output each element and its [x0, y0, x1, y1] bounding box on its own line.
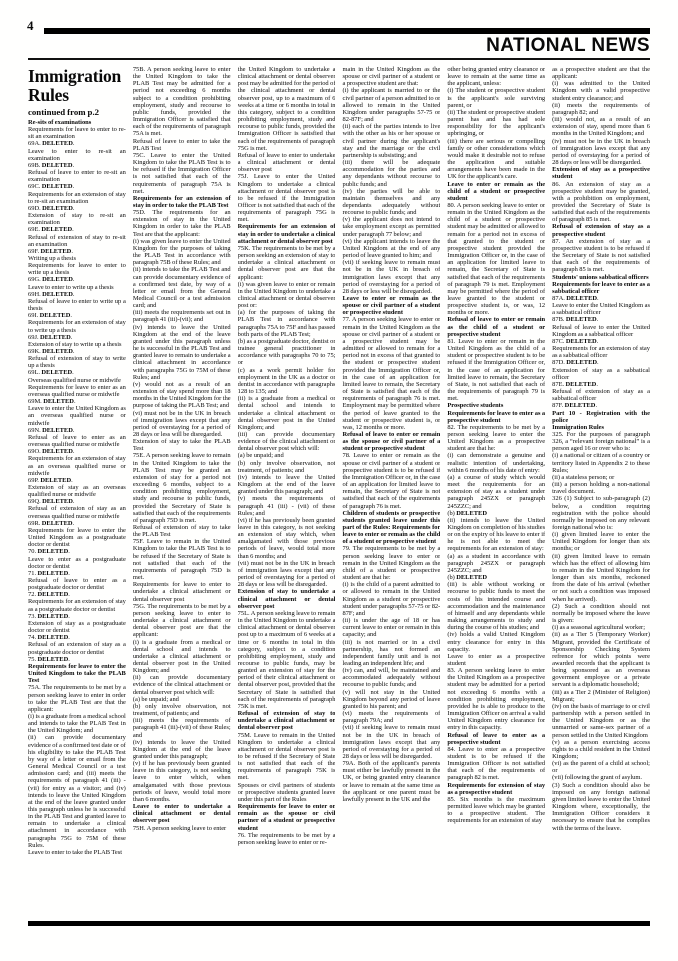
article-paragraph: (i) given limited leave to enter the United Kingdom for longer than six months; or	[552, 531, 650, 553]
bold-text: DELETED	[565, 380, 597, 388]
article-paragraph: (i) can demonstrate a genuine and realistic intention of undertaking, within 6 months of his date of entry:	[447, 452, 546, 474]
article-paragraph: Refusal of leave to enter as a postgraduate doctor or dentist	[28, 577, 126, 592]
article-paragraph: (b) as a postgraduate doctor, dentist or trainee general practitioner in accordance with paragraphs 70 to 75; or	[237, 337, 336, 367]
article-paragraph: 76. The requirements to be met by a person seeking leave to enter or re-	[237, 831, 336, 846]
article-paragraph: 87F. DELETED.	[552, 402, 598, 410]
page-number: 4	[27, 18, 34, 33]
article-paragraph: 75E. A person seeking leave to remain in the United Kingdom to take the PLAB Test may be granted an extension of stay for a period not exceeding 6 months, subject to a condition prohibiting employment, study and recourse to public funds, provided the Secretary of State is satisfied that each of the requirements of paragraph 75D is met.	[132, 452, 231, 524]
bold-text: Requirements for leave to enter as a sabbatical officer	[552, 280, 650, 295]
article-paragraph: 69E. DELETED.	[28, 226, 74, 234]
article-paragraph: Requirements for an extension of stay to re-sit an examination	[28, 190, 126, 205]
bold-text: DELETED	[40, 476, 72, 484]
bold-text: DELETED	[41, 161, 73, 169]
article-paragraph: main in the United Kingdom as the spouse or civil partner of a student or a prospective student are that:	[342, 66, 441, 88]
bold-text: Immigration Rules	[552, 423, 604, 431]
article-paragraph: Overseas qualified nurse or midwife	[28, 376, 121, 384]
article-paragraph: (ii) as a Tier 5 (Temporary Worker) Migrant, provided the Certificate of Sponsorship Checking System refrence for which points were awarded records that the applicant is being sponsored as an overseas goverment employee or a private servant is a diplomatic household;	[552, 631, 650, 689]
bold-text: Leave to enter or remain as the child of a student or prospective student	[447, 180, 546, 202]
section-heading	[342, 510, 440, 546]
bold-text: Requirements for leave to enter the United Kingdom to take the PLAB Test	[28, 662, 126, 685]
article-paragraph: (iii) is not married or in a civil partnership, has not formed an independent family unit and is not leading an independent life; and	[342, 638, 441, 667]
bold-text: DELETED	[42, 276, 73, 284]
article-title: Immigration Rules	[28, 66, 122, 105]
section-heading	[238, 223, 336, 244]
bold-text: DELETED	[41, 519, 73, 527]
article-paragraph: Refusal of extension of stay to write up a thesis	[28, 355, 126, 370]
bold-text: DELETED	[42, 448, 73, 456]
article-paragraph: (ii) can provide documentary evidence of the clinical attachment or dental observer post which will:	[132, 674, 231, 696]
article-paragraph: 87D. DELETED.	[552, 359, 599, 367]
article-paragraph: (iv) must not be in the UK in breach of immigration laws except that any period of overstaying for a period of 28 days or less will be disregarded.	[552, 137, 650, 167]
bold-text: Children of students or prospective students granted leave under this part of the Rules: Requirements for leave to enter or remain as the child of a student or prospective student	[342, 509, 441, 546]
article-paragraph: 326 (1) Subject to sub-paragraph (2) below, a condition requiring registration with the police should normally be imposed on any relevant foreign national who is:	[552, 495, 650, 531]
bold-text: DELETED	[41, 183, 73, 191]
article-paragraph: (c) as a work permit holder for employment in the UK as a doctor or dentist in accordance with paragraphs 128 to 135; and	[237, 366, 336, 396]
article-paragraph: (vii) following the grant of asylum.	[552, 774, 642, 782]
article-paragraph: (iii) there are serious or compelling family or other considerations which would make it desirable not to refuse the application and suitable arrangements have been made in the UK for the applicant's care.	[447, 137, 546, 181]
article-paragraph: Requirements for an extension of stay as an overseas qualified nurse or midwife	[28, 455, 126, 477]
article-paragraph: Leave to enter as a postgraduate doctor or dentist	[28, 555, 126, 570]
article-paragraph: Refusal of leave to enter to write up a thesis	[28, 297, 126, 313]
section-heading	[447, 782, 545, 796]
bold-text: DELETED	[564, 402, 596, 410]
section-masthead: NATIONAL NEWS	[486, 35, 650, 56]
section-heading	[28, 663, 126, 684]
article-paragraph: Refusal of leave to enter to re-sit an examination	[28, 169, 126, 184]
header-bar	[44, 28, 650, 34]
article-paragraph: (vi) meets the requirements of paragraph 79A; and	[342, 710, 441, 725]
article-paragraph: 69K. DELETED.	[28, 348, 75, 355]
article-paragraph: (i) the applicant is married to or the civil partner of a person admitted to or allowed to remain in the United Kingdom under paragraphs 57-75 or 82-87F; and	[342, 87, 441, 124]
bold-text: Requirements for leave to enter as a prospective student	[447, 409, 546, 424]
article-paragraph: (i) was admitted to the United Kingdom with a valid prospective student entry clearance; and	[552, 80, 650, 102]
article-paragraph: 69O. DELETED.	[28, 448, 75, 456]
bottom-rule	[28, 921, 650, 926]
article-paragraph: (i) is a graduate from a medical school and intends to take the PLAB Test in the United Kingdom; and	[28, 712, 126, 735]
bold-text: Requirements for an extension of stay in order to take the PLAB Test	[132, 194, 231, 209]
bold-text: Requirements for an extension of stay in order to undertake a clinical attachment or dental observer post	[237, 223, 336, 245]
article-paragraph: 80. A person seeking leave to enter or remain in the United Kingdom as the child of a student or prospective student may be admitted or allowed to remain for a period not in excess of that granted to the student or prospective student provided the Immigration Officer or, in the case of an application for limited leave to remain, the Secretary of State is satisfied that each of the requirements of paragraph 79 is met. Employment may be permitted where the period of leave granted to the student or prospective student is, or was, 12 months or more.	[447, 201, 546, 317]
article-paragraph: (a) for the purposes of taking the PLAB Test in accordance with paragraphs 75A to 75F and has passed both parts of the PLAB Test;	[237, 309, 336, 338]
article-paragraph: 69B. DELETED.	[28, 161, 75, 169]
article-paragraph: Requirements for an extension of stay to write up a thesis	[28, 319, 126, 334]
article-paragraph: (b) DELETED	[447, 509, 488, 517]
article-paragraph: 82. The requirements to be met by a person seeking leave to enter the United Kingdom as a prospective student are that he:	[447, 423, 546, 453]
text-column	[552, 66, 650, 917]
bold-text: DELETED	[37, 548, 69, 556]
article-paragraph: 87C. DELETED.	[552, 337, 599, 345]
article-paragraph: (v) the applicant does not intend to take employment except as permitted under paragraph 77 below; and	[342, 216, 441, 238]
article-paragraph: Requirements for leave to enter to write up a thesis	[28, 262, 126, 277]
article-paragraph: 70. DELETED.	[28, 548, 70, 556]
article-paragraph: Leave to enter as a prospective student	[447, 652, 546, 667]
article-paragraph: 74. DELETED.	[28, 634, 70, 642]
article-paragraph: (vi) if he has previously been granted leave in this category, is not seeking an extension of stay which, when amalgamated with those previous periods of leave, would total more than 6 months; and	[237, 516, 336, 560]
article-paragraph: (ii) is under the age of 18 or has current leave to enter or remain in this capacity; and	[342, 617, 441, 639]
article-paragraph: 75G. The requirements to be met by a person seeking leave to enter to undertake a clinical attachment or dental observer post are that the applicant:	[132, 602, 231, 639]
article-paragraph: 69C. DELETED.	[28, 183, 75, 191]
bold-text: Extension of stay to undertake a clinical attachment or dental observer post	[237, 588, 336, 610]
article-paragraph: 325. For the purposes of paragraph 326, a “relevant foreign national” is a person aged 16 or over who is:	[552, 430, 650, 453]
article-paragraph: 78. Leave to enter or remain as the spouse or civil partner of a student or prospective student is to be refused if the Immigration Officer or, in the case of an application for limited leave to remain, the Secretary of State is not satisfied that each of the equirements of paragraph 76 is met.	[342, 452, 441, 510]
article-subtitle: continued from p.2	[28, 107, 100, 117]
article-paragraph: (3) Such a condition should also be imposed on any foreign national given limited leave to enter the United Kingdom where, exceptionally, the Immigration Officer considers it necessary to ensure that he complies with the terms of the leave.	[552, 781, 650, 832]
article-paragraph: 79A. Both of the applicant's parents must either be lawfully present in the UK, or being granted entry clearance or leave to remain at the same time as the applicant or one parent must be lawfully present in the UK and the	[342, 760, 441, 803]
article-paragraph: Requirements for an extension of stay as a postgraduate doctor or dentist	[28, 598, 126, 613]
article-paragraph: 69R. DELETED.	[28, 519, 75, 527]
section-heading	[342, 295, 440, 316]
article-paragraph: (vi) must not be in the UK in breach of immigration laws except that any period of overstaying for a period of 28 days or less will be disregarded.	[132, 409, 231, 438]
section-heading	[28, 119, 126, 126]
bold-text: Re-sits of examinations	[28, 119, 92, 126]
bold-text: DELETED	[39, 312, 71, 320]
section-heading	[133, 803, 231, 824]
article-paragraph: 72. DELETED.	[28, 591, 70, 599]
section-heading	[552, 223, 650, 237]
article-paragraph: other being granted entry clearance or leave to remain at the same time as the applicant, unless:	[447, 66, 546, 88]
article-paragraph: (vi) as the parent of a child at school; or	[552, 760, 650, 775]
article-paragraph: Leave to enter the United Kingdom as an overseas qualified nurse or midwife	[28, 405, 126, 427]
article-paragraph: Refusal of an extension of stay as a postgraduate doctor or dentist	[28, 641, 126, 656]
text-column	[238, 66, 336, 917]
bold-text: DELETED	[42, 426, 73, 434]
bold-text: DELETED	[39, 333, 71, 341]
article-paragraph: Leave to enter to re-sit an examination	[28, 147, 126, 162]
article-paragraph: 75A. The requirements to be met by a person seeking leave to enter in order to take the PLAB Test are that the applicant:	[28, 684, 126, 713]
article-paragraph: Refusal of leave to enter as an overseas qualified nurse or midwife	[28, 433, 126, 449]
text-column	[28, 66, 126, 917]
article-paragraph: 73. DELETED.	[28, 612, 70, 620]
section-heading	[238, 588, 336, 609]
bold-text: DELETED	[456, 574, 488, 582]
bold-text: Requirements for leave to enter or remain as the spouse or civil partner of a student or prospective student	[237, 803, 336, 832]
bold-text: Students' unions sabbatical officers	[552, 273, 649, 281]
bold-text: Leave to enter to undertake a clinical attachment or dental observer post	[132, 803, 231, 825]
article-paragraph: (ii) given limited leave to remain which has the effect of allowing him to remain in the United Kingdom for longer than six months, reckoned from the date of his arrival (whether or not such a condition was imposed when he arrived).	[552, 552, 650, 603]
bold-text: DELETED	[565, 337, 597, 345]
article-paragraph: 69I. DELETED.	[28, 312, 72, 320]
article-paragraph: 75D. The requirements for an extension of stay in the United Kingdom in order to take the PLAB Test are that the applicant:	[132, 209, 231, 238]
section-heading	[552, 274, 650, 281]
bold-text: Extension of stay as a prospective student	[552, 166, 650, 181]
article-paragraph: (v) would not as a result of an extension of stay spend more than 18 months in the United Kingdom for the purpose of taking the PLAB Test; and	[132, 380, 231, 410]
article-paragraph: (v) as a person exercising access rights to a child resident in the United Kingdom;	[552, 738, 650, 760]
article-paragraph: 86. An extension of stay as a prospective student may be granted, with a prohibition on employment, provided the Secretary of State is satisfied that each of the requirements of paragraph 85 is met.	[552, 180, 650, 224]
bold-text: DELETED	[43, 398, 74, 406]
article-paragraph: Extension of stay to take the PLAB Test	[132, 438, 231, 453]
article-paragraph: (iii) meets the requirements of paragraph 41 (iii)-(vii) of these Rules; and	[132, 717, 231, 739]
bold-text: DELETED	[42, 290, 73, 298]
article-paragraph: Refusal of extension of stay to re-sit an examination	[28, 233, 126, 248]
article-paragraph: (ii) The student or prospective student parent has and has had sole responsibility for the applicant's upbringing, or	[447, 108, 546, 138]
article-paragraph: Spouses or civil partners of students or prospective students granted leave under this part of the Rules	[237, 781, 336, 803]
bold-text: Refusal of leave to enter or remain as the spouse or civil partner of a student or prospective student	[342, 430, 441, 453]
article-paragraph: 71. DELETED.	[28, 569, 70, 577]
article-paragraph: (vii) must not be in the UK in breach of immigration laws except that any period of overstaying for a period of 28 days or less will be disregarded.	[237, 559, 336, 589]
article-paragraph: Requirements for leave to enter as an overseas qualified nurse or midwife	[28, 383, 126, 398]
bold-text: DELETED	[37, 569, 69, 577]
article-paragraph: (a) be unpaid; and	[132, 695, 179, 703]
article-paragraph: Requirements for leave to enter to undertake a clinical attachment or dental observer post	[132, 581, 231, 603]
article-paragraph: Leave to enter to write up a thesis	[28, 283, 114, 291]
article-paragraph: 75B. A person seeking leave to enter the United Kingdom to take the PLAB Test may be admitted for a period not exceeding 6 months subject to a condition prohibiting employment, study and recourse to public funds, provided the Immigration Officer is satisfied that each of the requirements of paragraph 75A is met.	[132, 66, 231, 138]
article-paragraph: (iii) as a Tier 2 (Minister of Religion) Migrant;	[552, 688, 650, 703]
article-paragraph: 75. DELETED.	[28, 655, 70, 663]
bold-text: Refusal of extension of stay to undertake a clinical attachment or dental observer post	[237, 710, 336, 732]
article-paragraph: 69D. DELETED.	[28, 204, 75, 212]
bold-text: DELETED	[566, 359, 598, 367]
text-column	[447, 66, 545, 917]
article-paragraph: (iii) a person holding a non-national travel document.	[552, 481, 650, 496]
bold-text: DELETED	[566, 295, 598, 302]
bold-text: Requirements for extension of stay as a prospective student	[447, 781, 546, 796]
article-paragraph: (ii) a stateless person; or	[552, 473, 615, 481]
article-paragraph: 79. The requirements to be met by a person seeking leave to enter or remain in the United Kingdom as the child of a student or prospective student are that he:	[342, 545, 441, 582]
section-heading	[238, 803, 336, 832]
article-paragraph: (a) be unpaid; and	[237, 452, 284, 460]
article-paragraph: (iv) intends to leave the United Kingdom at the end of the leave granted under this paragraph unless he is successful in the PLAB Test and granted leave to remain to undertake a clinical attachment in accordance with paragraphs 75G to 75M of these Rules; and	[132, 323, 231, 381]
bold-text: DELETED	[42, 204, 73, 212]
section-heading	[447, 410, 545, 424]
article-paragraph: (iii) is able without working or recourse to public funds to meet the costs of his intended course and accommodation and the maintenance of himself and any dependants while making arrangements to study and during the course of his studies; and	[447, 581, 546, 632]
article-paragraph: (i) was given leave to enter or remain in the United Kingdom to undertake a clinical attachment or dental observer post or:	[237, 280, 336, 310]
article-paragraph: (iv) can, and will, be maintained and accommodated adequately without recourse to public funds; and	[342, 667, 441, 689]
article-paragraph: (vi) the applicant intends to leave the United Kingdom at the end of any period of leave granted to him; and	[342, 237, 441, 260]
article-paragraph: (iii) would not, as a result of an extension of stay, spend more than 6 months in the United Kingdom; and	[552, 116, 650, 138]
article-paragraph: 75L. A person seeking leave to remain in the United Kingdom to undertake a clinical attachment or dental observer post up to a maximum of 6 weeks at a time or 6 months in total in this category, subject to a condition prohibiting employment, study and recourse to public funds, may be granted an extension of stay for the period of their clinical attachment or dental observer post, provided that the Secretary of State is satisfied that each of the requirements of paragraph 75K is met.	[237, 609, 336, 710]
bold-text: DELETED	[37, 591, 69, 599]
article-paragraph: (iv) on the basis of marriage to or civil partnership with a person settled in the United Kingdom or as the unmarried or same-sex partner of a person settled in the United Kingdom	[552, 702, 650, 739]
article-paragraph: 69M. DELETED.	[28, 398, 76, 406]
article-paragraph: (ii) is a graduate from a medical or dental school and intends to undertake a clinical attachment or dental observer post in the United Kingdom; and	[237, 395, 336, 431]
section-heading	[447, 316, 545, 337]
article-paragraph: Requirements for an extension of stay as a sabbatical officer	[552, 345, 650, 360]
article-paragraph: Extension of stay to re-sit an examination	[28, 212, 126, 227]
section-heading	[342, 431, 440, 452]
text-column	[133, 66, 231, 917]
bold-text: DELETED	[42, 348, 73, 355]
bold-text: DELETED	[37, 612, 69, 620]
article-paragraph: (b) only involve observation, not treatment, of patients; and	[237, 459, 336, 474]
article-paragraph: Extension of stay as a postgraduate doctor or dentist	[28, 619, 126, 635]
section-heading	[447, 402, 545, 409]
article-paragraph: Refusal of extension of stay as a sabbatical officer	[552, 388, 650, 403]
article-paragraph: (v) meets the requirements of paragraph 41 (iii) - (vii) of these Rules; and	[237, 495, 336, 517]
article-paragraph: 85. Six months is the maximum permitted leave which may be granted to a prospective student. The requirements for an extension of stay	[447, 795, 546, 825]
section-heading	[552, 166, 650, 180]
section-heading	[552, 424, 650, 431]
article-paragraph: Refusal of leave to enter to undertake a clinical attachment or dental observer post	[237, 151, 336, 174]
article-paragraph: 75K. The requirements to be met by a person seeking an extension of stay to undertake a clinical attachment or dental observer post are that the applicant:	[237, 244, 336, 281]
article-paragraph: 87B. DELETED.	[552, 316, 599, 324]
article-paragraph: 87E. DELETED.	[552, 380, 598, 388]
article-paragraph: Extension of stay as an overseas qualified nurse or midwife	[28, 483, 126, 499]
article-paragraph: 87. An extension of stay as a prospective student is to be refused if the Secretary of State is not satisfied that each of the requirements of paragraph 85 is met.	[552, 237, 650, 274]
bold-text: DELETED	[42, 140, 73, 148]
article-paragraph: 75H. A person seeking leave to enter	[132, 824, 227, 832]
bold-text: DELETED	[37, 655, 69, 663]
section-heading	[447, 181, 545, 202]
article-paragraph: (v) if he has previously been granted leave in this category, is not seeking leave to enter which, when amalgamated with those previous periods of leave, would total more than 6 months.	[132, 760, 231, 803]
bold-text: Part 10 - Registration with the police	[552, 409, 650, 424]
article-paragraph: Requirements for leave to enter to re-sit an examination	[28, 126, 126, 141]
article-paragraph: 69P. DELETED.	[28, 476, 73, 484]
article-paragraph: Writing up a thesis	[28, 254, 76, 262]
article-paragraph: 69H. DELETED.	[28, 290, 75, 298]
article-paragraph: 87A. DELETED.	[552, 295, 599, 302]
article-columns	[28, 66, 650, 917]
article-paragraph: (iii) meets the requirements set out in paragraph 41 (iii)-(vii); and	[132, 309, 231, 324]
article-paragraph: (iii) can provide documentary evidence of the clinical attachment or dental observer post which will:	[237, 430, 336, 453]
article-paragraph: (iii) there will be adequate accommodation for the parties and any dependants without recourse to public funds; and	[342, 159, 441, 188]
article-paragraph: (i) is a graduate from a medical or dental school and intends to undertake a clinical attachment or dental observer post in the United Kingdom; and	[132, 638, 231, 675]
bold-text: Refusal of extension of stay as a prospective student	[552, 223, 650, 238]
article-paragraph: (iv) the parties will be able to maintain themselves and any dependants adequately without recourse to public funds; and	[342, 187, 441, 217]
article-paragraph: (i) The student or prospective student is the applicant's sole surviving parent, or	[447, 87, 546, 109]
article-paragraph: 81. Leave to enter or remain in the United Kingdom as the child of a student or prospective student is to be refused if the Immigration Officer or, in the case of an application for limited leave to remain, the Secretary of State, is not satisfied that each of the requirements of paragraph 79 is met.	[447, 337, 546, 403]
article-paragraph: (v) will not stay in the United Kingdom beyond any period of leave granted to his parent; and	[342, 688, 441, 710]
bold-text: DELETED	[565, 316, 597, 324]
bold-text: Refusal of leave to enter or remain as the child of a student or prospective student	[447, 316, 546, 338]
article-paragraph: (2) Such a condition should not normally be imposed where the leave is given:	[552, 602, 650, 625]
article-paragraph: (i) was given leave to enter the United Kingdom for the purposes of taking the PLAB Test in accordance with paragraph 75B of these Rules; and	[132, 237, 231, 267]
article-paragraph: Refusal of leave to enter the United Kingdom as a sabbatical officer	[552, 323, 650, 338]
article-paragraph: 84. Leave to enter as a prospective student is to be refused if the Immigration Officer is not satisfied that each of the requirements of paragraph 82 is met.	[447, 745, 546, 782]
article-paragraph: (ii) meets the requirements of paragraph 82; and	[552, 101, 650, 116]
article-paragraph: (i) is the child of a parent admitted to or allowed to remain in the United Kingdom as a student or prospective student under paragraphs 57-75 or 82-87F; and	[342, 581, 441, 617]
article-paragraph: (i) a national or citizen of a country or territory listed in Appendix 2 to these Rules;	[552, 452, 650, 474]
article-paragraph: (i) as a seasonal agricultural worker;	[552, 624, 645, 632]
bold-text: DELETED	[41, 369, 73, 377]
article-paragraph: 69F. DELETED.	[28, 247, 73, 255]
bold-text: DELETED	[42, 498, 73, 506]
article-paragraph: 75F. Leave to remain in the United Kingdom to take the PLAB Test is to be refused if the Secretary of State is not satisfied that each of the requirements of paragraph 75D is met.	[132, 538, 231, 582]
article-paragraph: Extension of stay as a sabbatical officer	[552, 366, 650, 381]
article-paragraph: 83. A person seeking leave to enter the United Kingdom as a prospective student may be admitted for a period not exceeding 6 months with a condition prohibiting employment, provided he is able to produce to the Immigration Officer on arrival a valid United Kingdom entry clearance for entry in this capacity.	[447, 667, 546, 732]
bold-text: DELETED	[37, 634, 69, 642]
article-paragraph: Requirements for leave to enter the United Kingdom as a postgraduate doctor or dentist	[28, 526, 126, 549]
bold-text: Refusal of leave to enter as a prospective student	[447, 731, 546, 746]
bold-text: Prospective students	[447, 402, 504, 410]
article-paragraph: (ii) can provide documentary evidence of a confirmed test date or of his eligibility to take the PLAB Test by way of a letter or email from the General Medical Council or a test admission card; and (iii) meets the requirements of paragraph 41 (iii) - (vii) for entry as a visitor; and (iv) intends to leave the United Kingdom at the end of the leave granted under this paragraph unless he is successful in the PLAB Test and granted leave to remain to undertake a clinical attachment in accordance with paragraphs 75G to 75M of these Rules.	[28, 734, 126, 849]
section-heading	[447, 732, 545, 746]
article-paragraph: (ii) intends to take the PLAB Test and can provide documentary evidence of a confirmed test date, by way of a letter or email from the General Medical Council or a test admission card; and	[132, 266, 231, 310]
text-column	[342, 66, 440, 917]
article-paragraph: Leave to enter the United Kingdom as a sabbatical officer	[552, 302, 650, 317]
header-rule	[28, 58, 650, 60]
article-paragraph: Extension of stay to write up a thesis	[28, 340, 122, 348]
bold-text: DELETED	[40, 247, 72, 255]
article-paragraph: (iv) intends to leave the United Kingdom at the end of the leave granted under this paragraph;	[132, 738, 231, 760]
article-paragraph: 69L. DELETED.	[28, 369, 74, 377]
article-paragraph: 75M. Leave to remain in the United Kingdom to undertake a clinical attachment or dental observer post is to be refused if the Secretary of State is not satisfied that each of the requirements of paragraph 75K is met.	[237, 731, 336, 782]
article-paragraph: Refusal of extension of stay as an overseas qualified nurse or midwife	[28, 505, 126, 520]
article-paragraph: the United Kingdom to undertake a clinical attachment or dental observer post may be admitted for the period of the clinical attachment or dental observer post, up to a maximum of 6 weeks at a time or 6 months in total in this category, subject to a condition prohibiting employment, study and recourse to public funds, provided the Immigration Officer is satisfied that each of the requirements of paragraph 75G is met.	[237, 66, 336, 152]
article-paragraph: 69Q. DELETED.	[28, 498, 75, 506]
bold-text: DELETED	[41, 226, 73, 234]
article-paragraph: (ii) intends to leave the United Kingdom on completion of his studies or on the expiry of his leave to enter if he is not able to meet the requirements for an extension of stay:	[447, 516, 546, 553]
section-heading	[552, 281, 650, 295]
article-paragraph: (a) as a student in accordance with paragraph 245ZX or paragraph 245ZZC; and	[447, 552, 546, 574]
article-paragraph: (b) only involve observation, not treatment, of patients; and	[132, 702, 231, 718]
section-heading	[133, 195, 231, 209]
article-paragraph: 75J. Leave to enter the United Kingdom to undertake a clinical attachment or dental observer post is to be refused if the Immigration Officer is not satisfied that each of the requirements of paragraph 75G is met.	[237, 173, 336, 224]
bold-text: DELETED	[456, 509, 488, 517]
article-paragraph: 77. A person seeking leave to enter or remain in the United Kingdom as the spouse or civil partner of a student or a prospective student may be admitted or allowed to remain for a period not in excess of that granted to the student or prospective student provided the Immigration Officer or, in the case of an application for limited leave to remain, the Secretary of State is satisfied that each of the requirements of paragraph 76 is met. Employment may be permitted where the period of leave granted to the student or prospective student is, or was, 12 months or more.	[342, 316, 441, 431]
article-paragraph: (b) DELETED	[447, 574, 488, 582]
article-paragraph: (ii) each of the parties intends to live with the other as his or her spouse or civil partner during the applicant's stay and the marriage or the civil partnership is subsisting; and	[342, 123, 441, 159]
article-paragraph: (vii) if seeking leave to remain must not be in the UK in breach of immigration laws except that any period of overstaying for a period of 28 days or less will be disregarded.	[342, 259, 441, 295]
article-paragraph: Leave to enter to take the PLAB Test	[28, 848, 123, 856]
article-paragraph: 69G. DELETED.	[28, 276, 75, 284]
article-paragraph: 69J. DELETED.	[28, 333, 73, 341]
article-paragraph: Refusal of extension of stay to take the PLAB Test	[132, 524, 231, 539]
article-paragraph: as a prospective student are that the applicant:	[552, 66, 650, 81]
section-heading	[238, 710, 336, 731]
article-paragraph: 75C. Leave to enter the United Kingdom to take the PLAB Test is to be refused if the Immigration Officer is not satisfied that each of the requirements of paragraph 75A is met.	[132, 151, 231, 195]
article-paragraph: 69N. DELETED.	[28, 426, 75, 434]
article-paragraph: 69A. DELETED.	[28, 140, 75, 148]
article-paragraph: Refusal of leave to enter to take the PLAB Test	[132, 137, 231, 152]
section-heading	[552, 410, 650, 424]
article-paragraph: (iv) intends to leave the United Kingdom at the end of the leave granted under this paragraph; and	[237, 473, 336, 496]
bold-text: Leave to enter or remain as the spouse or civil partner of a student or prospective student	[342, 295, 441, 317]
article-paragraph: (iv) holds a valid United Kingdom entry clearance for entry in this capacity.	[447, 631, 546, 653]
article-paragraph: (vii) if seeking leave to remain must not be in the UK in breach of immigration laws except that any period of overstaying for a period of 28 days or less will be disregarded.	[342, 724, 441, 760]
article-paragraph: (a) a course of study which would meet the requirements for an extension of stay as a student under paragraph 245ZX or paragraph 245ZZC; and	[447, 473, 546, 510]
